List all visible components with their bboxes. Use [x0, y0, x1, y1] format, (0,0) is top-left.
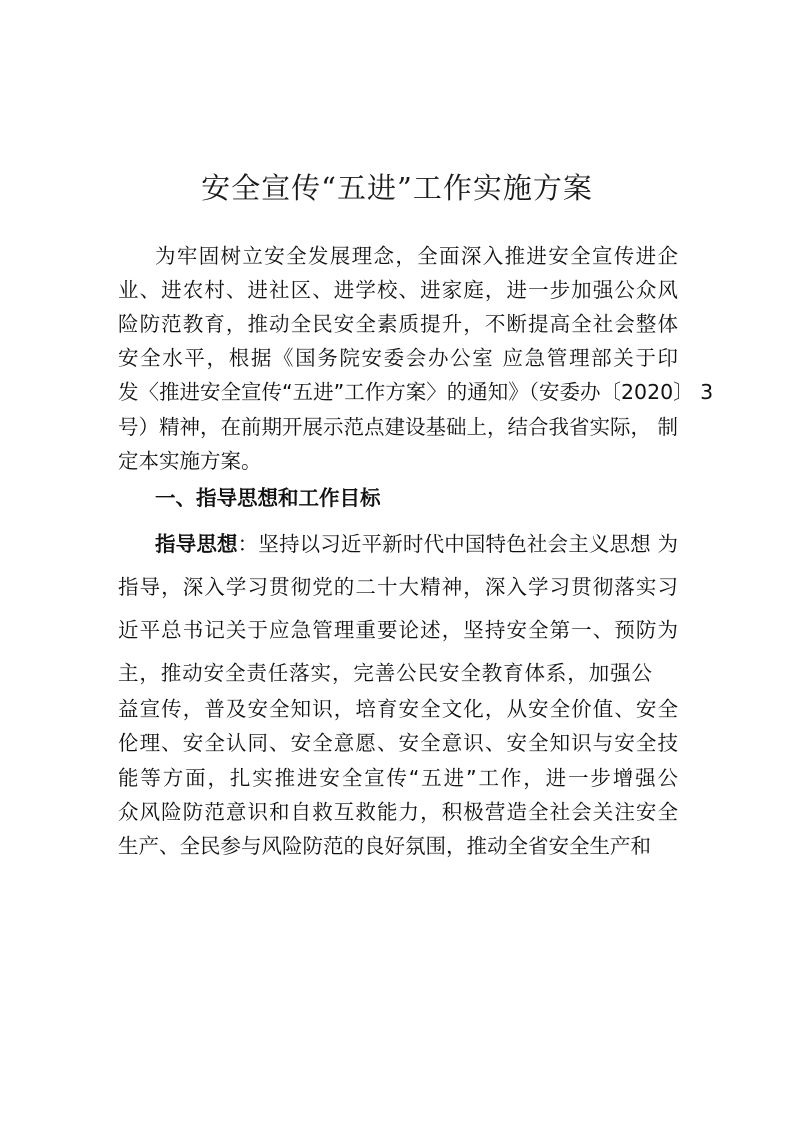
document-title: 安全宣传“五进”工作实施方案 [201, 171, 593, 205]
section-heading: 一、指导思想和工作目标 [155, 486, 381, 510]
intro-line-3: 险防范教育，推动全民安全素质提升，不断提高全社会整体 [118, 312, 678, 336]
guiding-line-9: 生产、全民参与风险防范的良好氛围，推动全省安全生产和 [118, 834, 651, 858]
intro-line-1: 为牢固树立安全发展理念，全面深入推进安全宣传进企 [155, 244, 678, 268]
intro-line-5: 发〈推进安全宣传“五进”工作方案〉的通知》（安委办〔2020〕 3 [118, 380, 714, 404]
guiding-label: 指导思想 [155, 532, 238, 556]
intro-line-4: 安全水平，根据《国务院安委会办公室 应急管理部关于印 [118, 346, 678, 370]
guiding-line-6: 伦理、安全认同、安全意愿、安全意识、安全知识与安全技 [118, 731, 678, 755]
guiding-line-8: 众风险防范意识和自救互救能力，积极营造全社会关注安全 [118, 800, 678, 824]
guiding-line-1 [155, 530, 678, 558]
guiding-line-3: 近平总书记关于应急管理重要论述，坚持安全第一、预防为 [118, 618, 678, 642]
guiding-line-7: 能等方面，扎实推进安全宣传“五进”工作，进一步增强公 [118, 766, 678, 790]
guiding-line-1-text: ：坚持以习近平新时代中国特色社会主义思想 为 [237, 532, 679, 556]
intro-line-7: 定本实施方案。 [118, 449, 262, 473]
guiding-line-5: 益宣传，普及安全知识，培育安全文化，从安全价值、安全 [118, 697, 678, 721]
guiding-line-4: 主，推动安全责任落实，完善公民安全教育体系，加强公 [118, 661, 652, 685]
intro-line-2: 业、进农村、进社区、进学校、进家庭，进一步加强公众风 [118, 278, 678, 302]
guiding-line-2: 指导，深入学习贯彻党的二十大精神，深入学习贯彻落实习 [118, 575, 678, 599]
intro-line-6: 号）精神，在前期开展示范点建设基础上，结合我省实际， 制 [118, 415, 679, 439]
